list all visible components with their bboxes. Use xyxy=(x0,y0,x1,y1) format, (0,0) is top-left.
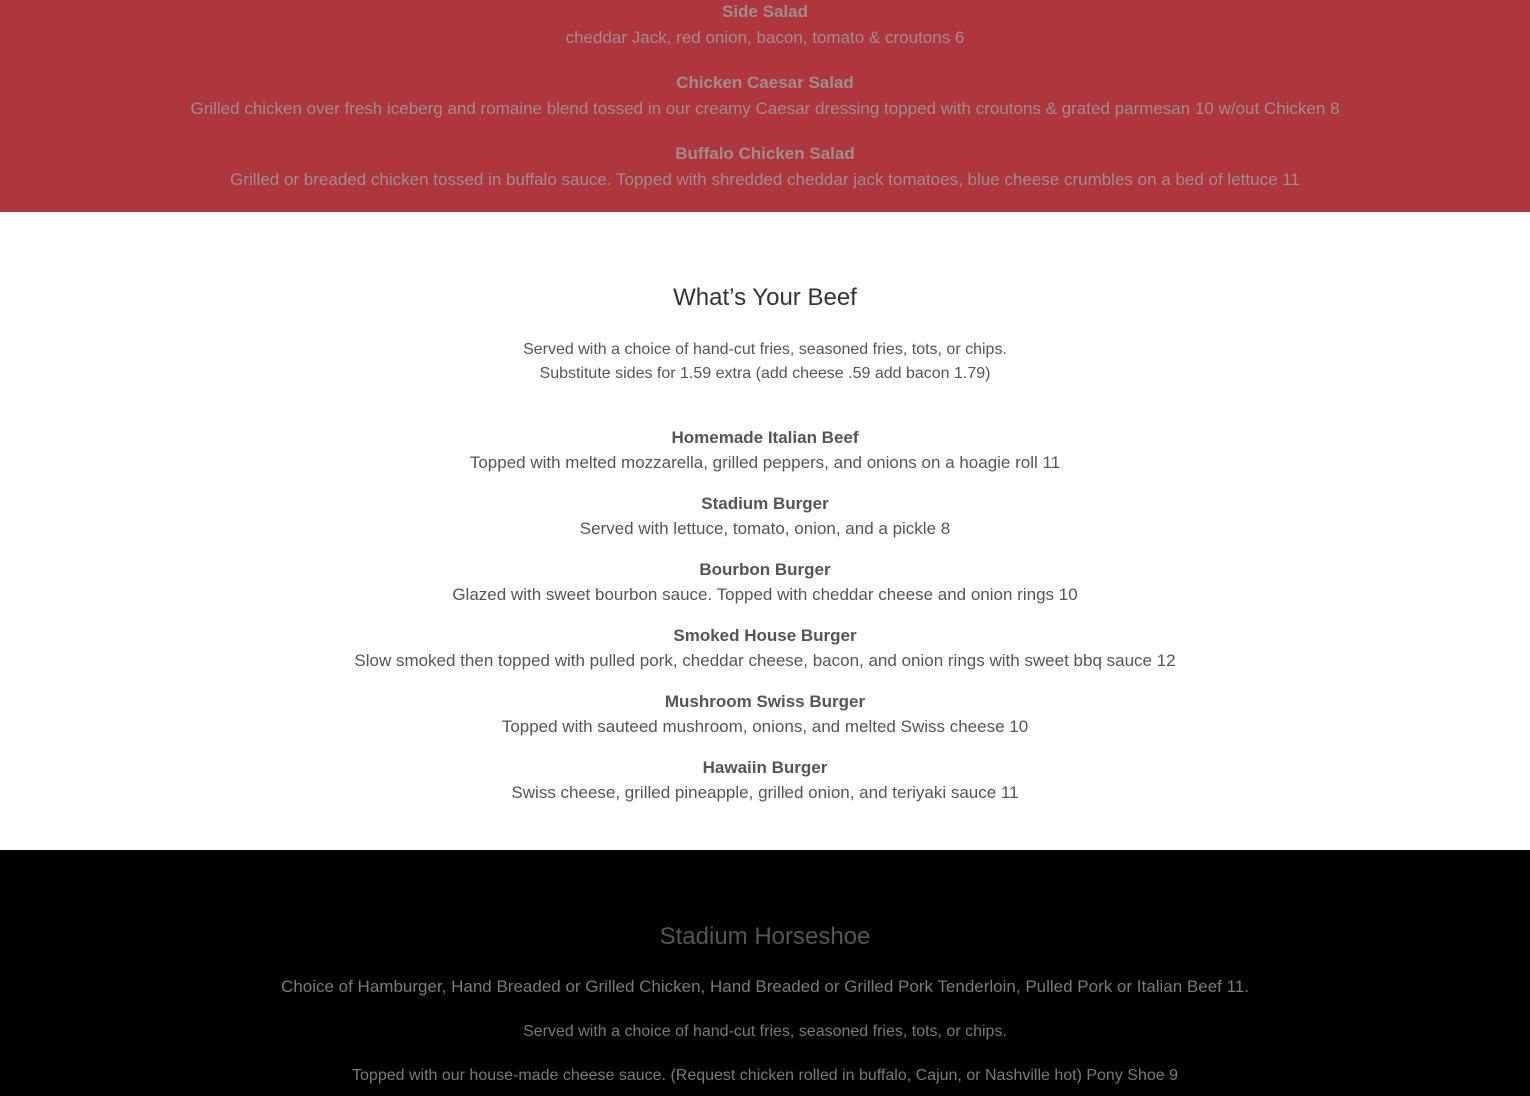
section-title: Stadium Horseshoe xyxy=(659,923,871,950)
menu-item-name: Bourbon Burger xyxy=(699,560,831,579)
menu-item-name: Chicken Caesar Salad xyxy=(676,73,854,92)
menu-item-description: Served with lettuce, tomato, onion, and a pickle 8 xyxy=(579,519,951,538)
salad-section xyxy=(0,0,1530,212)
menu-item-name: Hawaiin Burger xyxy=(702,758,828,777)
menu-item-description: Grilled or breaded chicken tossed in buffalo sauce. Topped with shredded cheddar jack tomatoes, blue cheese crumbles on a bed of lettuce 11 xyxy=(230,170,1300,189)
menu-item-name: Smoked House Burger xyxy=(673,626,857,645)
section-paragraph: Topped with our house-made cheese sauce. (Request chicken rolled in buffalo, Cajun, or Nashville hot) Pony Shoe 9 xyxy=(352,1067,1178,1084)
menu-item-name: Stadium Burger xyxy=(701,494,829,513)
menu-item-description: Swiss cheese, grilled pineapple, grilled onion, and teriyaki sauce 11 xyxy=(511,783,1019,802)
menu-item xyxy=(0,144,1530,190)
section-paragraph: Served with a choice of hand-cut fries, seasoned fries, tots, or chips. xyxy=(523,1023,1007,1040)
intro-line: Substitute sides for 1.59 extra (add cheese .59 add bacon 1.79) xyxy=(539,365,991,382)
menu-item-description: Glazed with sweet bourbon sauce. Topped with cheddar cheese and onion rings 10 xyxy=(452,585,1078,604)
menu-item xyxy=(0,73,1530,119)
menu-item xyxy=(0,2,1530,48)
menu-item-description: Slow smoked then topped with pulled pork, cheddar cheese, bacon, and onion rings with sweet bbq sauce 12 xyxy=(354,651,1176,670)
menu-item xyxy=(0,428,1530,473)
menu-item-description: cheddar Jack, red onion, bacon, tomato & croutons 6 xyxy=(565,28,965,47)
beef-section xyxy=(0,212,1530,850)
menu-item xyxy=(0,494,1530,539)
section-title: What’s Your Beef xyxy=(673,284,857,311)
horseshoe-section xyxy=(0,850,1530,1096)
menu-item-description: Grilled chicken over fresh iceberg and romaine blend tossed in our creamy Caesar dressing topped with croutons & grated parmesan 10 w/out Chicken 8 xyxy=(190,99,1340,118)
menu-item-name: Buffalo Chicken Salad xyxy=(675,144,855,163)
menu-item xyxy=(0,626,1530,671)
menu-item xyxy=(0,692,1530,737)
intro-line: Served with a choice of hand-cut fries, seasoned fries, tots, or chips. xyxy=(523,341,1007,358)
section-intro xyxy=(0,338,1530,386)
menu-item-description: Topped with melted mozzarella, grilled peppers, and onions on a hoagie roll 11 xyxy=(469,453,1061,472)
section-paragraph: Choice of Hamburger, Hand Breaded or Grilled Chicken, Hand Breaded or Grilled Pork Tenderloin, Pulled Pork or Italian Beef 11. xyxy=(281,977,1249,996)
menu-item-name: Side Salad xyxy=(722,2,808,21)
menu-items xyxy=(0,428,1530,803)
menu-item-description: Topped with sauteed mushroom, onions, and melted Swiss cheese 10 xyxy=(501,717,1029,736)
menu-item-name: Mushroom Swiss Burger xyxy=(664,692,866,711)
menu-item-name: Homemade Italian Beef xyxy=(671,428,859,447)
menu-item xyxy=(0,758,1530,803)
menu-item xyxy=(0,560,1530,605)
